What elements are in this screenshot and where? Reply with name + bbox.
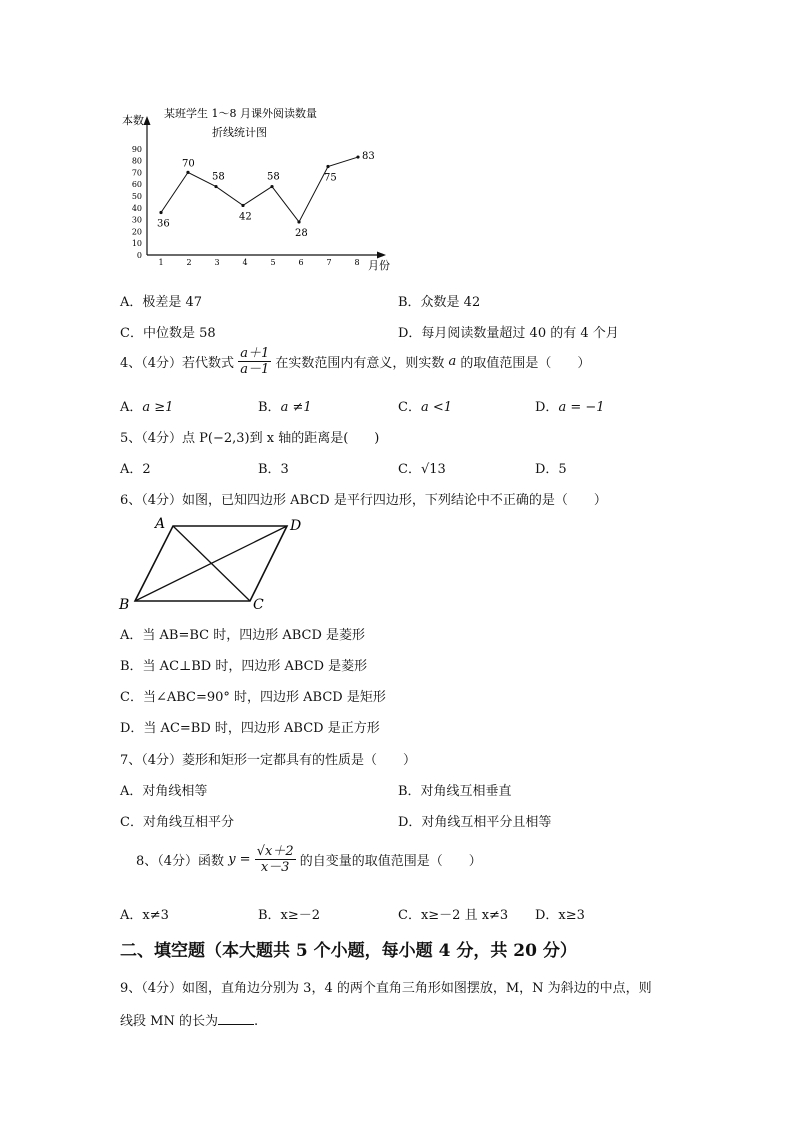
q4-prefix: 4、（4分）若代数式 (120, 356, 235, 371)
data-point (159, 211, 162, 214)
x-tick-label: 3 (214, 258, 220, 267)
q4-option-a[interactable] (120, 396, 173, 415)
data-point (214, 185, 217, 188)
x-axis-arrow (377, 252, 386, 259)
data-label: 75 (324, 172, 337, 184)
y-tick-label: 0 (136, 251, 142, 260)
data-label: 70 (182, 158, 195, 170)
q8-y: y = (228, 852, 251, 867)
section-heading-fill-in: 二、填空题（本大题共 5 个小题，每小题 4 分，共 20 分） (120, 941, 577, 961)
y-tick-label: 40 (131, 203, 142, 213)
x-tick-label: 4 (242, 258, 248, 267)
q4-option-a-math: a ≥1 (142, 400, 174, 415)
q8-option-a[interactable]: A．x≠3 (120, 908, 169, 923)
chart-title-line2: 折线统计图 (212, 126, 267, 139)
x-tick-label: 5 (270, 258, 276, 267)
x-tick-label: 1 (158, 258, 164, 267)
q7-option-a[interactable]: A．对角线相等 (120, 784, 208, 799)
data-point (241, 204, 244, 207)
y-tick-label: 60 (131, 180, 142, 190)
y-tick-label: 30 (131, 215, 142, 225)
q3-option-c[interactable]: C．中位数是 58 (120, 326, 216, 341)
chart-points (157, 151, 375, 239)
q4-suffix2: 的取值范围是（ ） (460, 356, 591, 371)
data-point (326, 165, 329, 168)
q4-stem (120, 346, 590, 377)
q9-line2-end: . (253, 1014, 259, 1029)
q4-option-d-math: a = −1 (558, 400, 605, 415)
data-label: 83 (362, 151, 375, 163)
data-point (297, 220, 300, 223)
q8-suffix: 的自变量的取值范围是（ ） (299, 854, 482, 869)
q8-prefix: 8、（4分）函数 (136, 854, 225, 869)
chart-y-label: 本数 (122, 114, 144, 127)
q4-var: a (448, 354, 457, 369)
q3-option-a[interactable]: A．极差是 47 (120, 295, 203, 310)
q4-option-b[interactable] (258, 396, 312, 415)
q8-stem (136, 844, 482, 875)
q9-line1: 9、（4分）如图，直角边分别为 3，4 的两个直角三角形如图摆放，M，N 为斜边的中点，则 (120, 981, 652, 996)
data-label: 36 (157, 218, 170, 230)
y-axis-arrow (144, 116, 151, 125)
y-tick-label: 50 (131, 192, 142, 201)
y-tick-label: 90 (131, 144, 142, 154)
q8-option-c[interactable]: C．x≥－2 且 x≠3 (398, 908, 509, 923)
q7-option-c[interactable]: C．对角线互相平分 (120, 815, 234, 830)
q4-option-b-math: a ≠1 (280, 400, 312, 415)
q5-option-c[interactable]: C．√13 (398, 462, 446, 477)
data-label: 58 (267, 171, 280, 183)
data-point (270, 185, 273, 188)
q4-option-b-letter: B． (258, 400, 281, 415)
q8-fraction-numerator: √x＋2 (256, 844, 294, 859)
q3-option-b[interactable]: B．众数是 42 (398, 295, 481, 310)
x-tick-label: 7 (326, 258, 332, 267)
x-tick-label: 2 (186, 258, 192, 267)
q9-line2 (120, 1010, 258, 1029)
q4-suffix1: 在实数范围内有意义，则实数 (275, 356, 445, 371)
q4-fraction-numerator: a＋1 (240, 346, 270, 361)
q6-option-a[interactable]: A．当 AB=BC 时，四边形 ABCD 是菱形 (120, 628, 366, 643)
q5-option-a[interactable]: A．2 (120, 462, 151, 477)
parallelogram-figure (115, 512, 320, 615)
q5-option-b[interactable]: B．3 (258, 462, 289, 477)
data-label: 42 (239, 211, 252, 223)
chart-x-label: 月份 (368, 259, 390, 272)
q4-option-d-letter: D． (535, 400, 559, 415)
q4-fraction-denominator: a－1 (240, 362, 270, 377)
q8-option-d[interactable]: D．x≥3 (535, 908, 585, 923)
q4-option-c[interactable] (398, 396, 452, 415)
x-tick-label: 8 (354, 258, 360, 267)
x-tick-label: 6 (298, 258, 304, 267)
q8-fraction (255, 844, 296, 875)
vertex-label-b: B (119, 597, 130, 613)
q6-option-c[interactable]: C．当∠ABC=90° 时，四边形 ABCD 是矩形 (120, 690, 386, 705)
q5-stem: 5、（4分）点 P(−2,3)到 x 轴的距离是( ) (120, 431, 380, 446)
y-tick-label: 80 (131, 156, 142, 166)
q5-option-d[interactable]: D．5 (535, 462, 567, 477)
q6-option-d[interactable]: D．当 AC=BD 时，四边形 ABCD 是正方形 (120, 721, 380, 736)
data-point (356, 155, 359, 158)
q7-option-b[interactable]: B．对角线互相垂直 (398, 784, 512, 799)
data-point (186, 171, 189, 174)
q7-option-d[interactable]: D．对角线互相平分且相等 (398, 815, 552, 830)
q4-option-c-letter: C． (398, 400, 421, 415)
q3-option-d[interactable]: D．每月阅读数量超过 40 的有 4 个月 (398, 326, 619, 341)
q6-stem: 6、（4分）如图，已知四边形 ABCD 是平行四边形，下列结论中不正确的是（ ） (120, 493, 607, 508)
y-tick-label: 70 (131, 168, 142, 178)
y-tick-label: 10 (131, 239, 142, 249)
q7-stem: 7、（4分）菱形和矩形一定都具有的性质是（ ） (120, 753, 417, 768)
chart-title-line1: 某班学生 1～8 月课外阅读数量 (164, 107, 317, 120)
diagonal-bd (135, 526, 287, 601)
q9-answer-blank[interactable] (218, 1012, 254, 1025)
q4-option-d[interactable] (535, 396, 605, 415)
q4-fraction (238, 346, 271, 377)
y-tick-label: 20 (131, 227, 142, 237)
q9-line2-text: 线段 MN 的长为 (120, 1014, 218, 1029)
vertex-label-c: C (253, 597, 264, 613)
data-label: 28 (295, 227, 308, 239)
q8-option-b[interactable]: B．x≥－2 (258, 908, 321, 923)
q4-option-c-math: a <1 (420, 400, 452, 415)
line-chart (112, 100, 402, 275)
vertex-label-d: D (290, 518, 302, 534)
q4-option-a-letter: A． (120, 400, 143, 415)
q6-option-b[interactable]: B．当 AC⊥BD 时，四边形 ABCD 是菱形 (120, 659, 368, 674)
data-label: 58 (212, 171, 225, 183)
q8-fraction-denominator: x－3 (260, 860, 290, 875)
vertex-label-a: A (155, 516, 166, 532)
